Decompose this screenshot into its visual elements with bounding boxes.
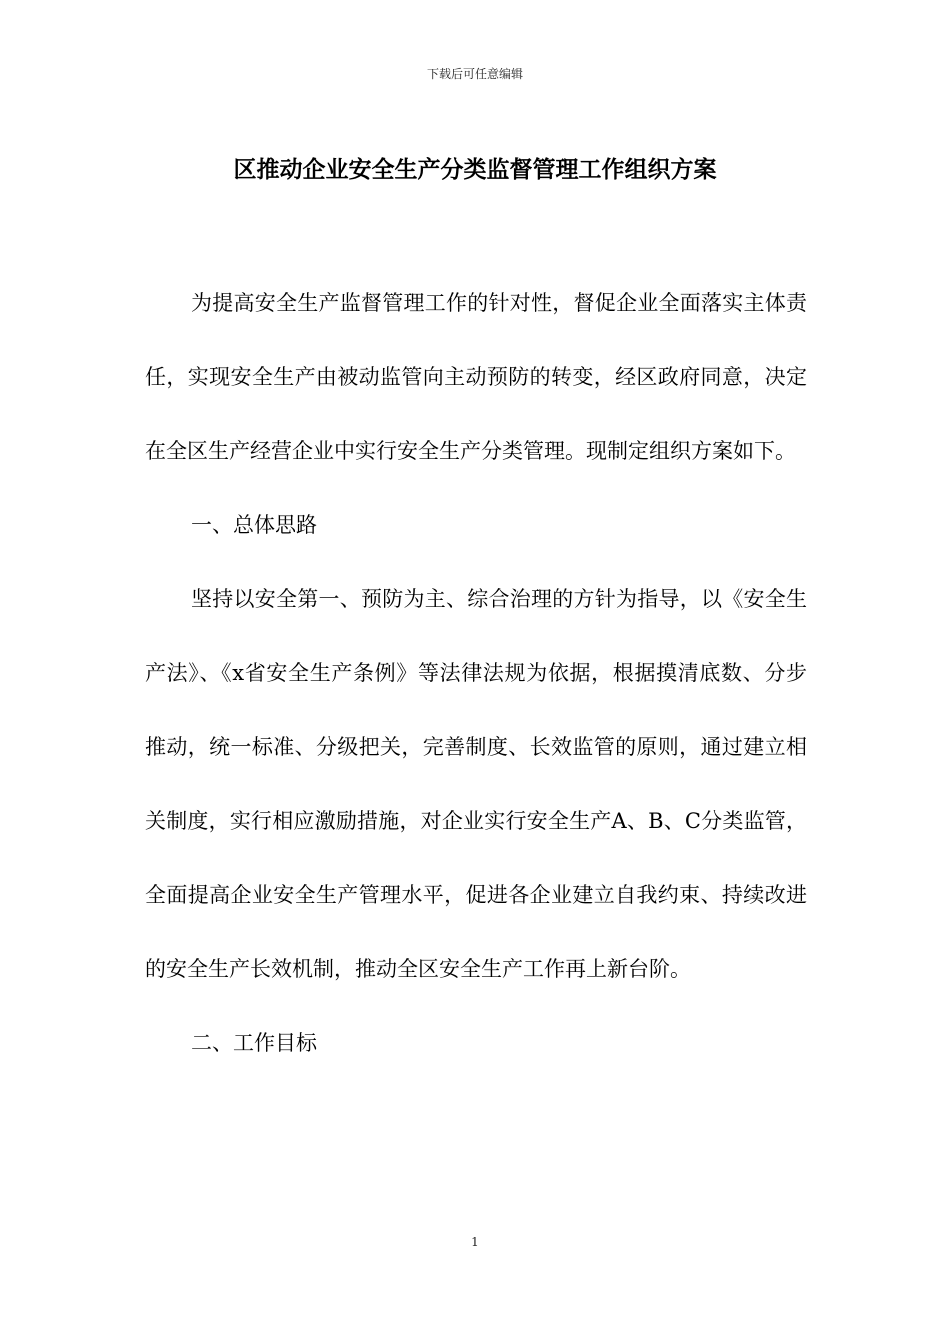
page-number: 1 (471, 1235, 479, 1249)
intro-paragraph: 为提高安全生产监督管理工作的针对性，督促企业全面落实主体责任，实现安全生产由被动监管向主动预防的转变，经区政府同意，决定在全区生产经营企业中实行安全生产分类管理。现制定组织方案如下。 (145, 291, 807, 463)
document-title: 区推动企业安全生产分类监督管理工作组织方案 (233, 156, 717, 183)
section-heading-work-goals: 二、工作目标 (191, 1031, 317, 1055)
overall-approach-paragraph: 坚持以安全第一、预防为主、综合治理的方针为指导，以《安全生产法》、《x省安全生产条例》等法律法规为依据，根据摸清底数、分步推动，统一标准、分级把关，完善制度、长效监管的原则，通过建立相关制度，实行相应激励措施，对企业实行安全生产A、B、C分类监管，全面提高企业安全生产管理水平，促进各企业建立自我约束、持续改进的安全生产长效机制，推动全区安全生产工作再上新台阶。 (145, 587, 807, 981)
document-body (145, 266, 807, 1080)
section-heading-overall-approach: 一、总体思路 (191, 513, 317, 537)
header-note: 下载后可任意编辑 (426, 67, 523, 81)
